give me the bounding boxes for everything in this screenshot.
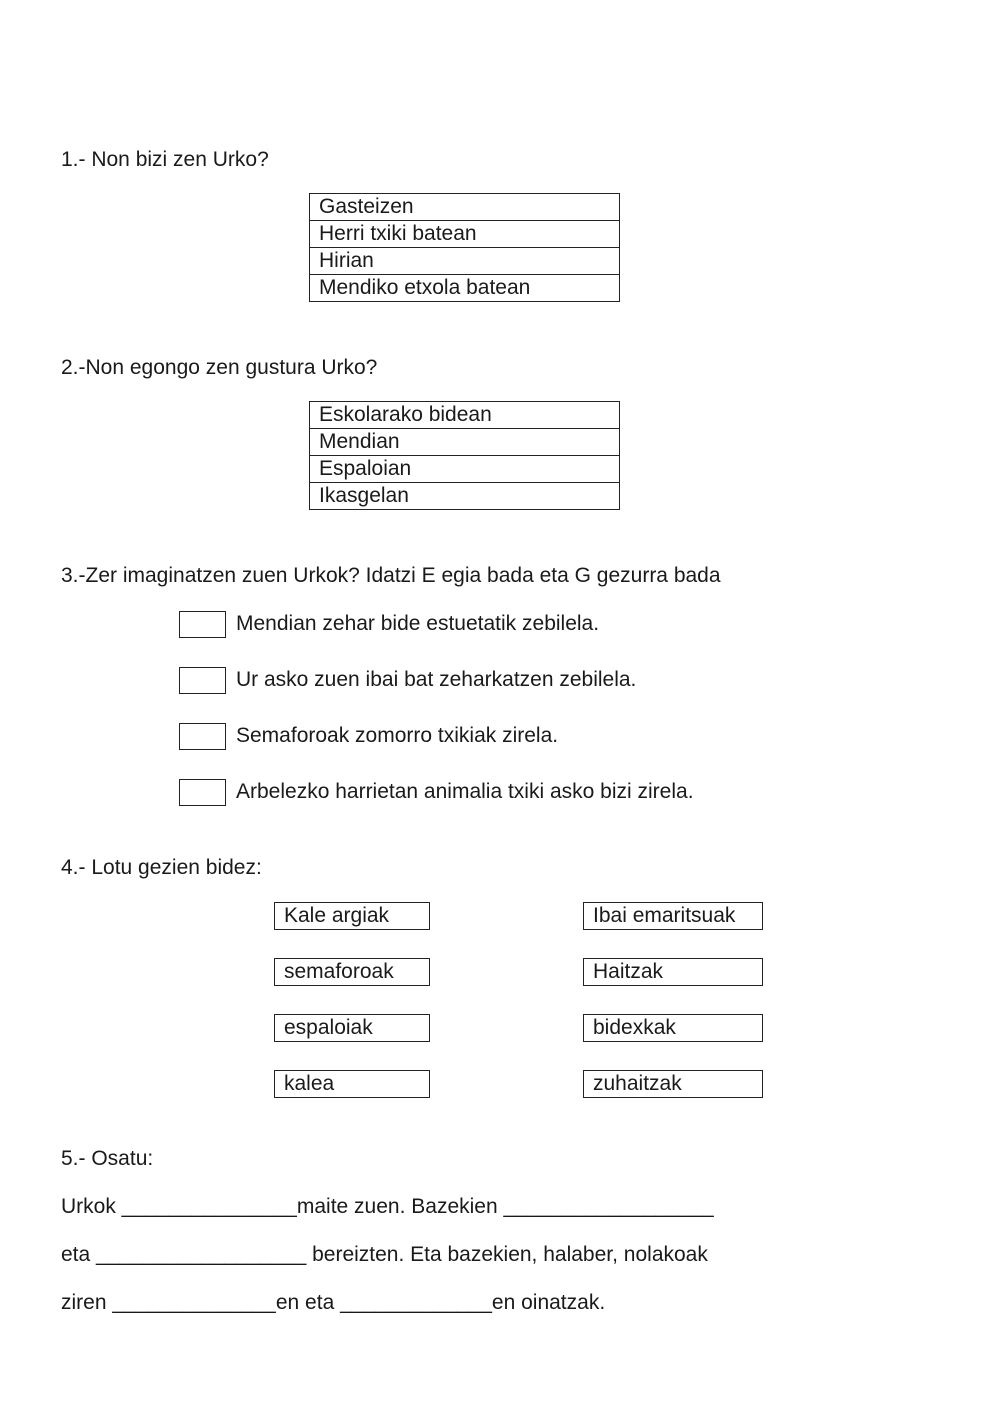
q2-option-3[interactable]: Espaloian — [310, 456, 620, 483]
q1-option-2[interactable]: Herri txiki batean — [310, 221, 620, 248]
q1-option-4[interactable]: Mendiko etxola batean — [310, 275, 620, 302]
q3-answer-box-1[interactable] — [179, 611, 226, 638]
q3-statement-2: Ur asko zuen ibai bat zeharkatzen zebilela. — [236, 668, 637, 691]
q3-statement-3: Semaforoak zomorro txikiak zirela. — [236, 724, 559, 747]
q3-statement-4: Arbelezko harrietan animalia txiki asko bizi zirela. — [236, 780, 694, 803]
question-2-title: 2.-Non egongo zen gustura Urko? — [61, 356, 378, 379]
question-1-title: 1.- Non bizi zen Urko? — [61, 148, 269, 171]
q3-answer-box-4[interactable] — [179, 779, 226, 806]
q2-option-4[interactable]: Ikasgelan — [310, 483, 620, 510]
match-left-1[interactable]: Kale argiak — [274, 902, 430, 930]
question-2-options-table — [309, 401, 620, 510]
q1-option-3[interactable]: Hirian — [310, 248, 620, 275]
q2-option-1[interactable]: Eskolarako bidean — [310, 402, 620, 429]
q5-fill-line-1[interactable]: Urkok _______________maite zuen. Bazekien __________________ — [61, 1195, 714, 1218]
match-right-4[interactable]: zuhaitzak — [583, 1070, 763, 1098]
match-right-3[interactable]: bidexkak — [583, 1014, 763, 1042]
q3-statement-1: Mendian zehar bide estuetatik zebilela. — [236, 612, 600, 635]
match-left-3[interactable]: espaloiak — [274, 1014, 430, 1042]
q1-option-1[interactable]: Gasteizen — [310, 194, 620, 221]
q3-statement-row — [179, 722, 558, 750]
question-1-options-table — [309, 193, 620, 302]
match-left-4[interactable]: kalea — [274, 1070, 430, 1098]
match-right-2[interactable]: Haitzak — [583, 958, 763, 986]
question-4-title: 4.- Lotu gezien bidez: — [61, 856, 262, 879]
q3-answer-box-3[interactable] — [179, 723, 226, 750]
question-5-title: 5.- Osatu: — [61, 1147, 154, 1170]
q3-answer-box-2[interactable] — [179, 667, 226, 694]
q3-statement-row — [179, 666, 636, 694]
match-right-1[interactable]: Ibai emaritsuak — [583, 902, 763, 930]
q3-statement-row — [179, 778, 694, 806]
q5-fill-line-2[interactable]: eta __________________ bereizten. Eta bazekien, halaber, nolakoak — [61, 1243, 708, 1266]
q3-statement-row — [179, 610, 599, 638]
q5-fill-line-3[interactable]: ziren ______________en eta _____________en oinatzak. — [61, 1291, 606, 1314]
match-left-2[interactable]: semaforoak — [274, 958, 430, 986]
question-3-title: 3.-Zer imaginatzen zuen Urkok? Idatzi E egia bada eta G gezurra bada — [61, 564, 721, 587]
q2-option-2[interactable]: Mendian — [310, 429, 620, 456]
